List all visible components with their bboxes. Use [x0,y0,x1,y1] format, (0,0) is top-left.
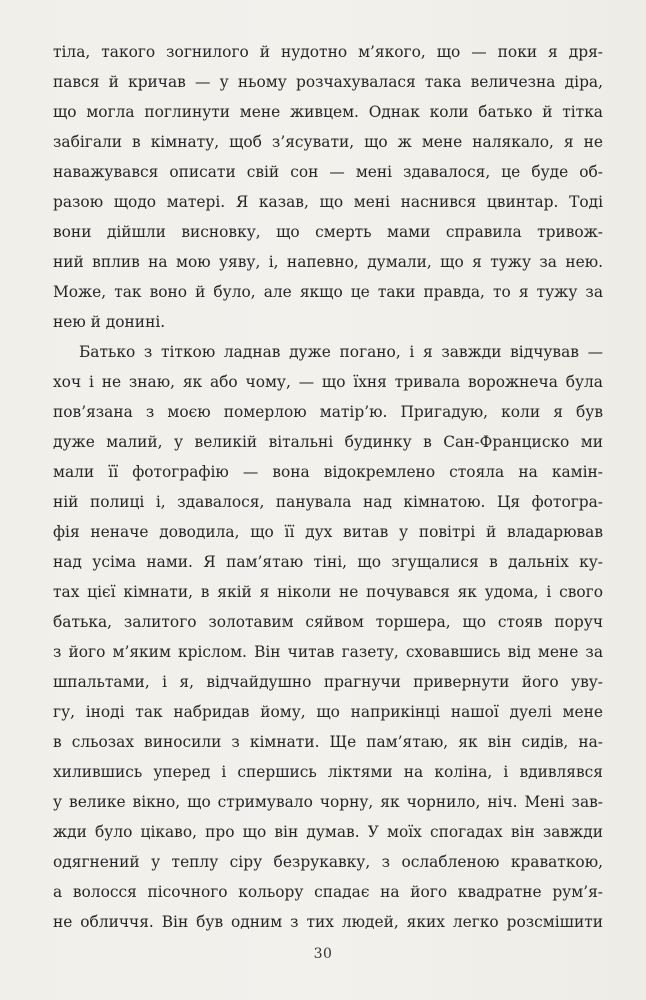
text-line: шпальтами, і я, відчайдушно прагнучи привернути його уву- [53,673,603,691]
text-line: гу, іноді так набридав йому, що наприкінці нашої дуелі мене [53,703,603,721]
text-line: тіла, такого зогнилого й нудотно м’якого, що — поки я дря- [53,43,603,61]
text-line: жди було цікаво, про що він думав. У моїх спогадах він завжди [53,823,603,841]
text-line: з його м’яким кріслом. Він читав газету, сховавшись від мене за [53,643,603,661]
text-line: нею й донині. [53,313,166,331]
text-line: одягнений у теплу сіру безрукавку, з ослабленою краваткою, [53,853,603,871]
text-line: Батько з тіткою ладнав дуже погано, і я завжди відчував — [79,343,603,361]
text-line: у велике вікно, що стримувало чорну, як чорнило, ніч. Мені зав- [53,793,603,811]
text-line: вони дійшли висновку, що смерть мами справила тривож- [53,223,603,241]
text-line: батька, залитого золотавим сяйвом торшера, що стояв поруч [53,613,603,631]
text-line: наважувався описати свій сон — мені здавалося, це буде об- [53,163,603,181]
paragraph-1 [53,37,603,337]
text-line: тах цієї кімнати, в якій я ніколи не почувався як удома, і свого [53,583,603,601]
text-line: разою щодо матері. Я казав, що мені наснився цвинтар. Тоді [53,193,603,211]
text-line: над усіма нами. Я пам’ятаю тіні, що згущалися в дальніх ку- [53,553,603,571]
page-number: 30 [313,946,333,962]
text-line: фія неначе доводила, що її дух витав у повітрі й владарював [53,523,603,541]
paragraph-2 [53,337,603,937]
body-text [53,37,603,937]
text-line: Може, так воно й було, але якщо це таки правда, то я тужу за [53,283,603,301]
text-line: що могла поглинути мене живцем. Однак коли батько й тітка [53,103,603,121]
text-line: забігали в кімнату, щоб з’ясувати, що ж мене налякало, я не [53,133,603,151]
text-line: в сльозах виносили з кімнати. Ще пам’ятаю, як він сидів, на- [53,733,603,751]
text-line: мали її фотографію — вона відокремлено стояла на камін- [53,463,603,481]
text-line: пався й кричав — у ньому розчахувалася така величезна діра, [53,73,603,91]
text-line: дуже малий, у великій вітальні будинку в Сан-Франциско ми [53,433,603,451]
text-line: а волосся пісочного кольору спадає на його квадратне рум’я- [53,883,603,901]
text-line: не обличчя. Він був одним з тих людей, яких легко розсмішити [53,913,603,931]
text-line: ний вплив на мою уяву, і, напевно, думали, що я тужу за нею. [53,253,603,271]
text-line: хоч і не знаю, як або чому, — що їхня тривала ворожнеча була [53,373,603,391]
text-line: ній полиці і, здавалося, панувала над кімнатою. Ця фотогра- [53,493,603,511]
text-line: хилившись уперед і спершись ліктями на коліна, і вдивлявся [53,763,603,781]
text-line: пов’язана з моєю померлою матір’ю. Пригадую, коли я був [53,403,603,421]
